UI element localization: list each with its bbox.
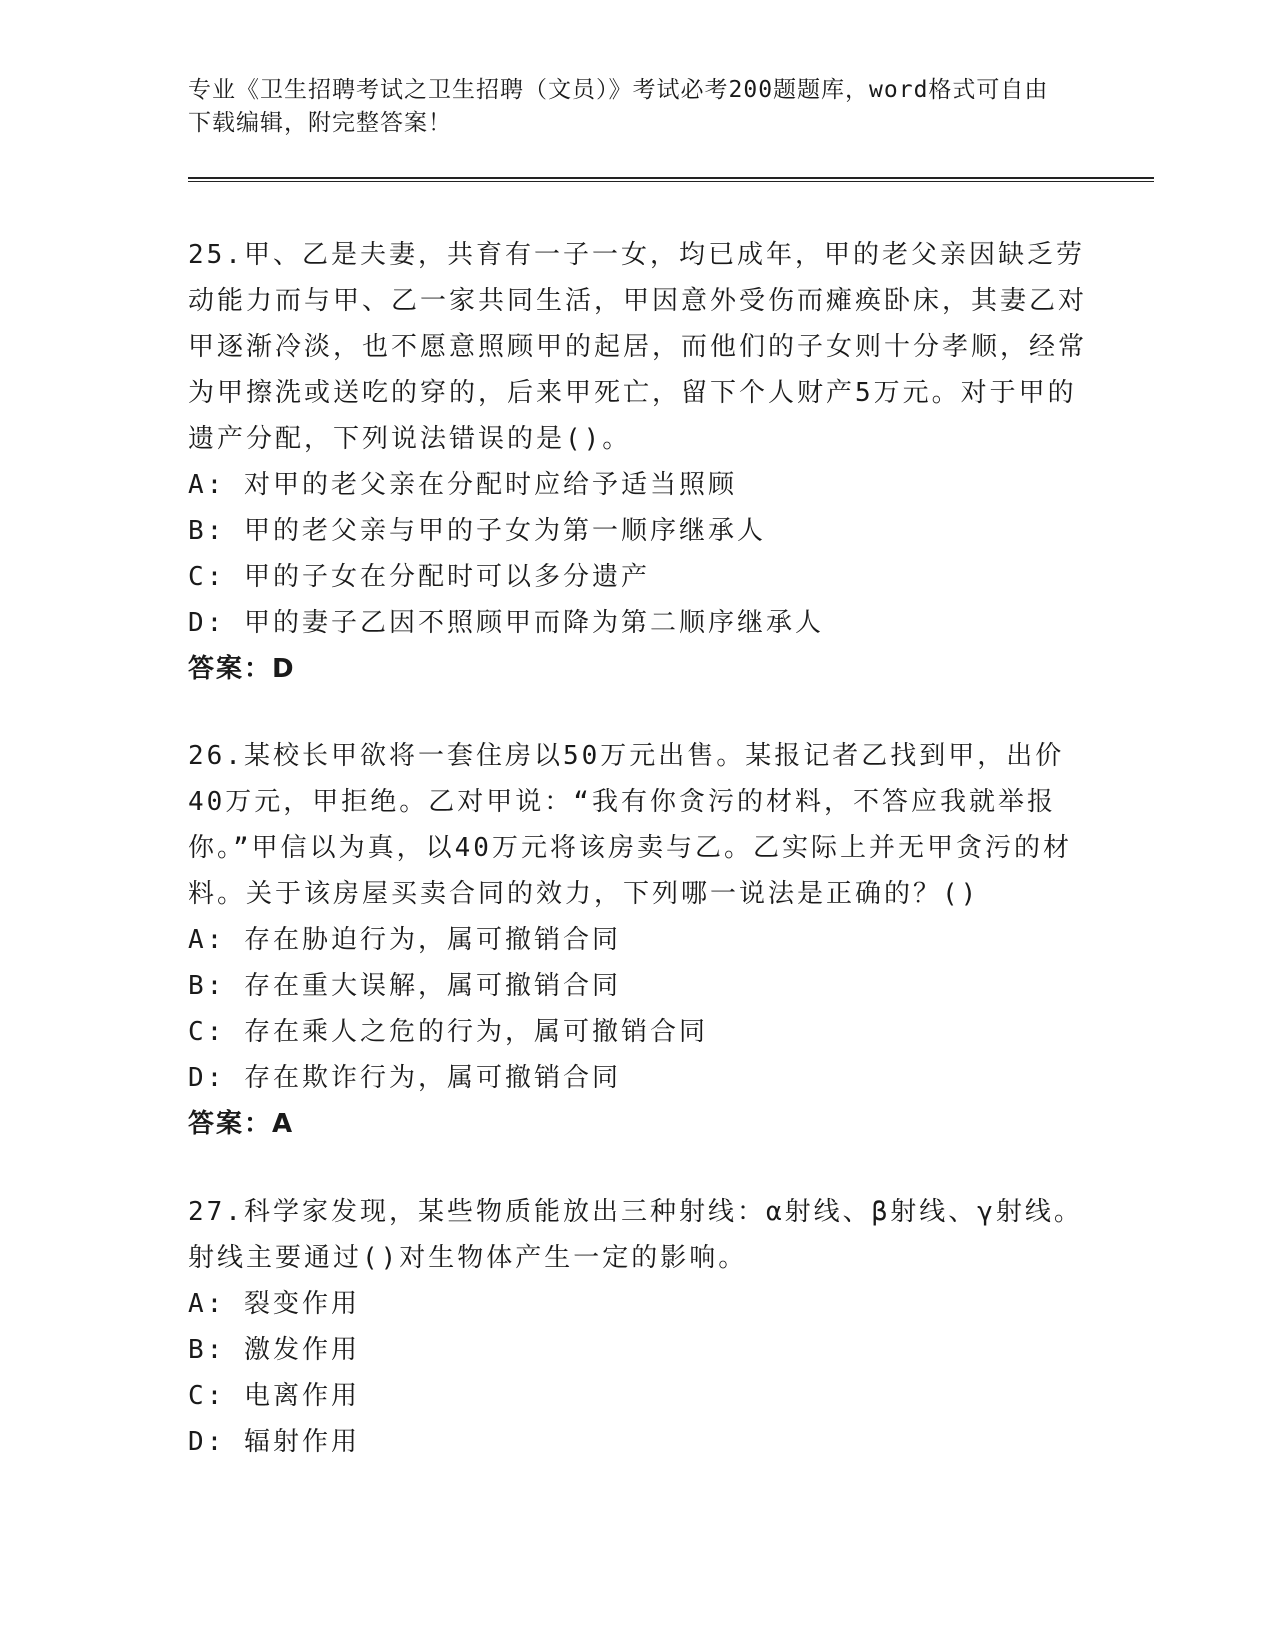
question-27 [188, 1189, 1088, 1465]
option-b: B: 激发作用 [188, 1335, 360, 1365]
option-c: C: 甲的子女在分配时可以多分遗产 [188, 562, 650, 592]
option-d: D: 甲的妻子乙因不照顾甲而降为第二顺序继承人 [188, 608, 824, 638]
question-stem: 25.甲、乙是夫妻，共育有一子一女，均已成年，甲的老父亲因缺乏劳动能力而与甲、乙一家共同生活，甲因意外受伤而瘫痪卧床，其妻乙对甲逐渐冷淡，也不愿意照顾甲的起居，而他们的子女则十分孝顺，经常为甲擦洗或送吃的穿的，后来甲死亡，留下个人财产5万元。对于甲的遗产分配，下列说法错误的是()。 [188, 240, 1088, 454]
option-c: C: 电离作用 [188, 1381, 360, 1411]
option-d: D: 辐射作用 [188, 1427, 360, 1457]
option-b: B: 甲的老父亲与甲的子女为第一顺序继承人 [188, 516, 766, 546]
header-divider [188, 177, 1154, 179]
question-26 [188, 733, 1088, 1147]
option-b: B: 存在重大误解，属可撤销合同 [188, 971, 621, 1001]
question-stem: 27.科学家发现，某些物质能放出三种射线：α射线、β射线、γ射线。射线主要通过()对生物体产生一定的影响。 [188, 1197, 1083, 1273]
answer: 答案：D [188, 654, 296, 684]
option-a: A: 裂变作用 [188, 1289, 360, 1319]
option-a: A: 存在胁迫行为，属可撤销合同 [188, 925, 621, 955]
answer: 答案：A [188, 1109, 295, 1139]
question-stem: 26.某校长甲欲将一套住房以50万元出售。某报记者乙找到甲，出价40万元，甲拒绝。乙对甲说：“我有你贪污的材料，不答应我就举报你。”甲信以为真，以40万元将该房卖与乙。乙实际上并无甲贪污的材料。关于该房屋买卖合同的效力，下列哪一说法是正确的？() [188, 741, 1072, 909]
option-d: D: 存在欺诈行为，属可撤销合同 [188, 1063, 621, 1093]
option-c: C: 存在乘人之危的行为，属可撤销合同 [188, 1017, 708, 1047]
question-25 [188, 232, 1088, 692]
header-divider-thin [188, 181, 1154, 182]
option-a: A: 对甲的老父亲在分配时应给予适当照顾 [188, 470, 737, 500]
document-header: 专业《卫生招聘考试之卫生招聘（文员）》考试必考200题题库，word格式可自由下载编辑，附完整答案！ [188, 77, 1049, 136]
